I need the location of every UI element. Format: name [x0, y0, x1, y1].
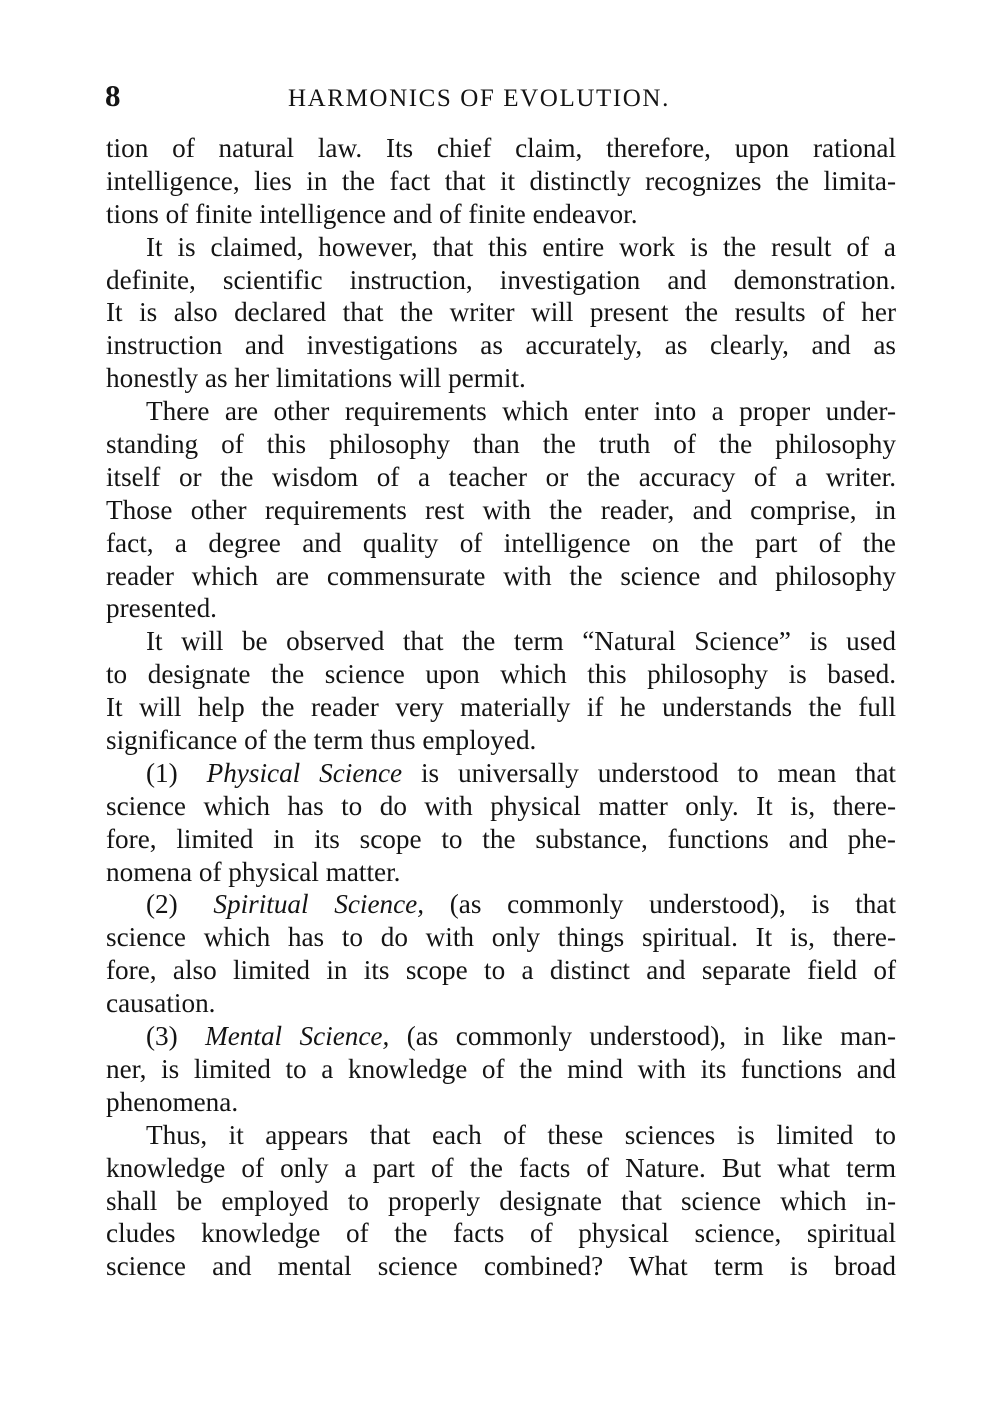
text-line: standing of this philosophy than the truth of the philosophy — [106, 429, 896, 460]
text-line: fore, limited in its scope to the substance, functions and phe- — [106, 823, 896, 854]
list-item-spiritual-science — [106, 888, 896, 921]
science-term: Mental Science, — [205, 1021, 390, 1052]
text-line: science which has to do with only things spiritual. It is, there- — [106, 922, 896, 953]
science-term: Physical Science — [206, 757, 403, 788]
science-term: Spiritual Science, — [213, 889, 425, 920]
text-line: science and mental science combined? What term is broad — [106, 1251, 896, 1282]
text-line: intelligence, lies in the fact that it distinctly recognizes the limita- — [106, 165, 896, 196]
text-line: nomena of physical matter. — [106, 856, 401, 887]
list-number: (2) — [146, 889, 178, 920]
list-item-mental-science — [106, 1020, 896, 1053]
list-item-physical-science — [106, 757, 896, 790]
text-line: cludes knowledge of the facts of physical science, spiritual — [106, 1218, 896, 1249]
list-number: (1) — [146, 757, 178, 788]
paragraph-first-line: It is claimed, however, that this entire work is the result of a — [146, 231, 896, 262]
text-line: presented. — [106, 593, 217, 624]
text-line: ner, is limited to a knowledge of the mind with its functions and — [106, 1053, 896, 1084]
text-run: (as commonly understood), in like man- — [406, 1021, 897, 1052]
text-line: fore, also limited in its scope to a distinct and separate field of — [106, 955, 896, 986]
text-run: (as commonly understood), is that — [449, 889, 897, 920]
text-line: phenomena. — [106, 1086, 239, 1117]
page-number: 8 — [105, 78, 121, 113]
text-line: It is also declared that the writer will present the results of her — [106, 297, 896, 328]
body-text — [106, 132, 896, 1283]
paragraph-first-line: There are other requirements which enter into a proper under- — [146, 396, 896, 427]
text-line: science which has to do with physical matter only. It is, there- — [106, 790, 896, 821]
text-line: definite, scientific instruction, investigation and demonstration. — [106, 264, 896, 295]
text-line: to designate the science upon which this philosophy is based. — [106, 659, 896, 690]
text-line: instruction and investigations as accurately, as clearly, and as — [106, 330, 896, 361]
text-line: Those other requirements rest with the reader, and comprise, in — [106, 494, 896, 525]
text-line: fact, a degree and quality of intelligence on the part of the — [106, 527, 896, 558]
text-line: significance of the term thus employed. — [106, 725, 537, 756]
text-line: itself or the wisdom of a teacher or the accuracy of a writer. — [106, 461, 896, 492]
paragraph-first-line: Thus, it appears that each of these sciences is limited to — [146, 1119, 896, 1150]
list-number: (3) — [146, 1021, 178, 1052]
text-line: causation. — [106, 988, 216, 1019]
text-line: tion of natural law. Its chief claim, therefore, upon rational — [106, 133, 896, 163]
text-line: tions of finite intelligence and of finite endeavor. — [106, 198, 638, 229]
text-line: knowledge of only a part of the facts of Nature. But what term — [106, 1152, 896, 1183]
paragraph-first-line: It will be observed that the term “Natural Science” is used — [146, 626, 896, 657]
running-title: HARMONICS OF EVOLUTION. — [288, 85, 670, 112]
text-line: shall be employed to properly designate that science which in- — [106, 1185, 896, 1216]
text-line: reader which are commensurate with the science and philosophy — [106, 560, 896, 591]
text-line: It will help the reader very materially if he understands the full — [106, 692, 896, 723]
text-run: is universally understood to mean that — [421, 757, 896, 788]
text-line: honestly as her limitations will permit. — [106, 363, 526, 394]
